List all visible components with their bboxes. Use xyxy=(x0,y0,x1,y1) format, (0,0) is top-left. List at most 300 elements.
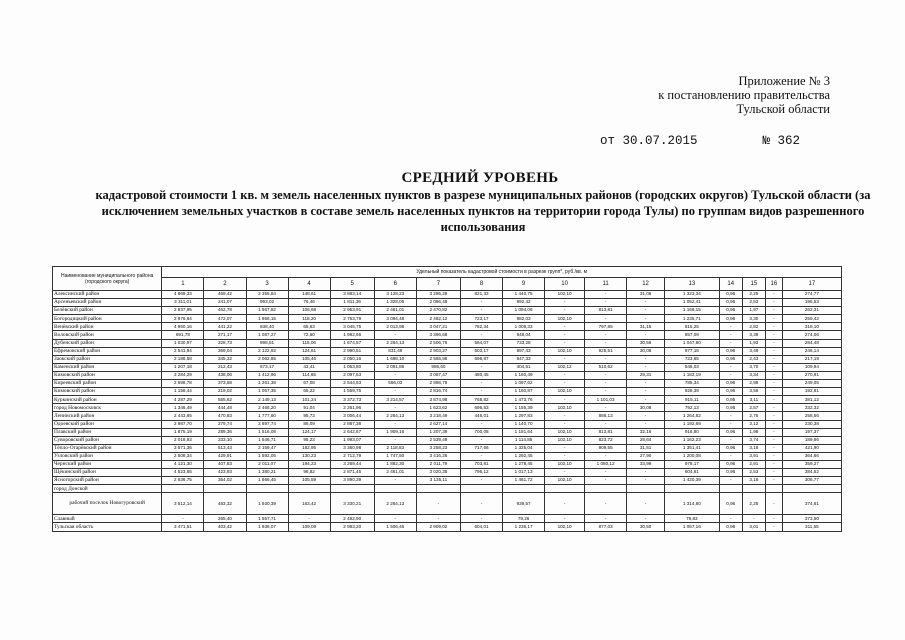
value-cell: 1 992,66 xyxy=(330,331,374,339)
value-cell: 3,11 xyxy=(742,396,765,404)
value-cell: - xyxy=(765,388,782,396)
value-cell: 105,46 xyxy=(288,355,330,363)
value-cell: 3 512,14 xyxy=(162,493,204,515)
table-row xyxy=(53,363,842,371)
value-cell: 673,17 xyxy=(246,363,288,371)
value-cell: 1 047,80 xyxy=(665,339,720,347)
appendix-line-3: Тульской области xyxy=(736,102,830,116)
value-cell: 717,66 xyxy=(461,444,503,452)
value-cell: 0,96 xyxy=(719,493,742,515)
value-cell: 4 523,65 xyxy=(162,469,204,477)
value-cell: - xyxy=(545,323,585,331)
value-cell: 1,93 xyxy=(742,339,765,347)
value-cell: 2,98 xyxy=(742,380,765,388)
value-cell: 1,98 xyxy=(742,428,765,436)
value-cell: 1 956,15 xyxy=(246,315,288,323)
value-cell: 2 264,13 xyxy=(374,412,416,420)
cadastral-table-wrapper xyxy=(52,266,842,532)
value-cell: 3 094,48 xyxy=(374,315,416,323)
table-row xyxy=(53,291,842,299)
value-cell: 1 168,15 xyxy=(665,307,720,315)
value-cell xyxy=(330,485,374,493)
value-cell: 3 360,98 xyxy=(330,444,374,452)
value-cell: 1 160,49 xyxy=(503,371,545,379)
value-cell: 3,74 xyxy=(742,436,765,444)
value-cell: - xyxy=(288,515,330,523)
value-cell xyxy=(545,485,585,493)
value-cell: 4 869,33 xyxy=(162,291,204,299)
value-cell: 3,18 xyxy=(742,444,765,452)
value-cell: 797,85 xyxy=(585,323,627,331)
value-cell: 258,56 xyxy=(782,412,841,420)
value-cell: 1 882,30 xyxy=(374,460,416,468)
value-cell: 1 380,21 xyxy=(246,469,288,477)
value-cell: 909,55 xyxy=(585,444,627,452)
value-cell: 1 080,12 xyxy=(585,460,627,468)
value-cell: 3 284,29 xyxy=(162,371,204,379)
value-cell: 2 013,98 xyxy=(374,323,416,331)
column-header-16: 16 xyxy=(765,278,782,291)
value-cell: 0,96 xyxy=(719,404,742,412)
value-cell: 2 712,79 xyxy=(330,452,374,460)
value-cell: 1 160,87 xyxy=(503,388,545,396)
value-cell: - xyxy=(585,388,627,396)
value-cell: 2 541,94 xyxy=(162,347,204,355)
value-cell: 43,41 xyxy=(288,363,330,371)
value-cell: 1 094,06 xyxy=(503,307,545,315)
value-cell: 1 440,75 xyxy=(503,291,545,299)
value-cell: 197,37 xyxy=(782,428,841,436)
table-row xyxy=(53,307,842,315)
value-cell: 196,53 xyxy=(782,299,841,307)
value-cell: 67,08 xyxy=(288,380,330,388)
value-cell: 723,65 xyxy=(665,355,720,363)
value-cell: - xyxy=(545,452,585,460)
value-cell: 98,82 xyxy=(288,469,330,477)
value-cell: 3,56 xyxy=(742,388,765,396)
value-cell: - xyxy=(765,404,782,412)
date-prefix: от xyxy=(600,134,616,148)
value-cell: 1 114,85 xyxy=(503,436,545,444)
value-cell: 1 292,45 xyxy=(503,452,545,460)
value-cell xyxy=(374,485,416,493)
value-cell: - xyxy=(545,371,585,379)
value-cell: 1 559,75 xyxy=(330,388,374,396)
value-cell: - xyxy=(765,331,782,339)
district-name: Воловский район xyxy=(53,331,162,339)
value-cell: 359,27 xyxy=(782,460,841,468)
value-cell: 271,17 xyxy=(204,331,246,339)
value-cell: 3 087,47 xyxy=(416,371,460,379)
value-cell: 241,07 xyxy=(204,299,246,307)
value-cell: - xyxy=(585,404,627,412)
column-header-15: 15 xyxy=(742,278,765,291)
district-name: Киреевский район xyxy=(53,380,162,388)
value-cell: 30,50 xyxy=(627,523,665,531)
value-cell: 915,11 xyxy=(665,396,720,404)
value-cell: 101,24 xyxy=(288,396,330,404)
value-cell: 2 983,20 xyxy=(330,523,374,531)
cadastral-table xyxy=(52,266,842,532)
value-cell: - xyxy=(416,515,460,523)
value-cell: 109,09 xyxy=(288,523,330,531)
value-cell: 1 420,39 xyxy=(665,477,720,485)
value-cell: 1 236,17 xyxy=(503,523,545,531)
value-cell: 2,25 xyxy=(742,493,765,515)
column-header-12: 12 xyxy=(627,278,665,291)
district-name: Заокский район xyxy=(53,355,162,363)
value-cell: - xyxy=(765,428,782,436)
value-cell: 823,72 xyxy=(585,436,627,444)
value-cell: 1 087,27 xyxy=(246,331,288,339)
district-name: Славный xyxy=(53,515,162,523)
value-cell: - xyxy=(765,436,782,444)
value-cell: - xyxy=(374,331,416,339)
value-cell: 1 057,16 xyxy=(665,523,720,531)
value-cell: 102,10 xyxy=(545,477,585,485)
table-row xyxy=(53,452,842,460)
value-cell: 148,61 xyxy=(288,291,330,299)
value-cell: 163,42 xyxy=(288,493,330,515)
value-cell: - xyxy=(585,420,627,428)
value-cell: - xyxy=(765,412,782,420)
appendix-line-1: Приложение № 3 xyxy=(738,74,830,88)
value-cell: 403,42 xyxy=(204,523,246,531)
value-cell: 79,83 xyxy=(665,515,720,523)
value-cell: 270,91 xyxy=(782,371,841,379)
value-cell: 230,38 xyxy=(782,420,841,428)
value-cell: 1 097,62 xyxy=(503,380,545,388)
column-header-14: 14 xyxy=(719,278,742,291)
table-row xyxy=(53,323,842,331)
value-cell: - xyxy=(162,515,204,523)
value-cell: 3,12 xyxy=(742,420,765,428)
value-cell xyxy=(585,485,627,493)
value-cell: 95,73 xyxy=(288,412,330,420)
value-cell: - xyxy=(765,315,782,323)
value-cell: - xyxy=(627,396,665,404)
value-cell: 831,49 xyxy=(374,347,416,355)
district-name: Щёкинский район xyxy=(53,469,162,477)
value-cell: 696,53 xyxy=(461,404,503,412)
value-cell: 2 816,74 xyxy=(416,388,460,396)
value-cell: 1 192,69 xyxy=(665,420,720,428)
value-cell: 998,51 xyxy=(246,339,288,347)
column-header-2: 2 xyxy=(204,278,246,291)
value-cell: - xyxy=(765,323,782,331)
value-cell: - xyxy=(461,299,503,307)
value-cell: - xyxy=(719,339,742,347)
district-name: Ясногорский район xyxy=(53,477,162,485)
value-cell: 4 121,30 xyxy=(162,460,204,468)
value-cell: 782,34 xyxy=(461,323,503,331)
value-cell: 3 883,14 xyxy=(330,291,374,299)
value-cell: 2 837,95 xyxy=(162,307,204,315)
table-row xyxy=(53,339,842,347)
value-cell: 947,33 xyxy=(503,355,545,363)
value-cell: 2 753,79 xyxy=(330,315,374,323)
value-cell: 604,01 xyxy=(461,523,503,531)
value-cell: 768,82 xyxy=(461,396,503,404)
value-cell: 102,10 xyxy=(545,436,585,444)
value-cell: - xyxy=(765,291,782,299)
value-cell: 2 976,64 xyxy=(162,315,204,323)
value-cell: 3 571,36 xyxy=(162,444,204,452)
value-cell: - xyxy=(585,331,627,339)
value-cell: 3,70 xyxy=(742,363,765,371)
value-cell: 2,57 xyxy=(742,404,765,412)
value-cell: 318,10 xyxy=(782,323,841,331)
value-cell: 328,73 xyxy=(204,339,246,347)
value-cell: 510,62 xyxy=(585,363,627,371)
value-cell: 219,02 xyxy=(204,388,246,396)
value-cell: - xyxy=(765,523,782,531)
table-row xyxy=(53,444,842,452)
value-cell: 1 057,35 xyxy=(246,388,288,396)
value-cell: 3,01 xyxy=(742,523,765,531)
table-row xyxy=(53,460,842,468)
value-cell: 3 258,23 xyxy=(416,444,460,452)
table-row xyxy=(53,355,842,363)
value-cell: 130,23 xyxy=(288,452,330,460)
value-cell: 332,32 xyxy=(782,404,841,412)
value-cell: 3 135,11 xyxy=(416,477,460,485)
value-cell: 279,74 xyxy=(204,420,246,428)
value-cell: 1 328,05 xyxy=(374,299,416,307)
table-row xyxy=(53,515,842,523)
value-cell: 546,03 xyxy=(665,363,720,371)
value-cell: - xyxy=(719,412,742,420)
value-cell: 2 897,74 xyxy=(246,420,288,428)
value-cell: 2 642,67 xyxy=(330,428,374,436)
value-cell: - xyxy=(765,396,782,404)
column-header-3: 3 xyxy=(246,278,288,291)
value-cell: 106,68 xyxy=(288,307,330,315)
table-row xyxy=(53,371,842,379)
value-cell: 265,40 xyxy=(204,515,246,523)
value-cell: 115,06 xyxy=(288,339,330,347)
value-cell: 345,32 xyxy=(204,355,246,363)
value-cell: - xyxy=(374,477,416,485)
value-cell: - xyxy=(627,412,665,420)
district-name: Богородицкий район xyxy=(53,315,162,323)
value-cell: 0,95 xyxy=(719,396,742,404)
value-cell: 1 325,04 xyxy=(503,444,545,452)
value-cell xyxy=(461,485,503,493)
value-cell: 72,60 xyxy=(288,331,330,339)
value-cell: 2 264,13 xyxy=(374,339,416,347)
value-cell xyxy=(627,485,665,493)
value-cell: 2 508,34 xyxy=(162,452,204,460)
value-cell: 993,02 xyxy=(246,299,288,307)
column-header-7: 7 xyxy=(416,278,460,291)
value-cell: 79,26 xyxy=(503,515,545,523)
value-cell: 857,09 xyxy=(665,331,720,339)
value-cell: 374,61 xyxy=(782,493,841,515)
value-cell: 1 567,82 xyxy=(246,307,288,315)
value-cell: 604,61 xyxy=(665,469,720,477)
district-name: Тёпло-Огарёвский район xyxy=(53,444,162,452)
value-cell: 2 903,27 xyxy=(416,347,460,355)
value-cell: 2,53 xyxy=(742,469,765,477)
value-cell: 3,91 xyxy=(742,452,765,460)
value-cell: 2 264,13 xyxy=(374,493,416,515)
value-cell: 2 097,53 xyxy=(330,371,374,379)
value-cell: 2 953,91 xyxy=(330,307,374,315)
value-cell: - xyxy=(585,291,627,299)
value-cell: 1 017,13 xyxy=(503,469,545,477)
value-cell: 1 506,46 xyxy=(374,523,416,531)
value-cell: 3 330,21 xyxy=(330,493,374,515)
table-row xyxy=(53,436,842,444)
value-cell: 723,17 xyxy=(461,315,503,323)
value-cell: - xyxy=(374,404,416,412)
value-cell: 384,52 xyxy=(782,469,841,477)
value-cell: - xyxy=(627,388,665,396)
value-cell: - xyxy=(627,515,665,523)
value-cell: 192,61 xyxy=(782,388,841,396)
value-cell: - xyxy=(627,420,665,428)
value-cell: 31,15 xyxy=(627,323,665,331)
value-cell: - xyxy=(545,412,585,420)
value-cell: 0,96 xyxy=(719,299,742,307)
value-cell: 796,12 xyxy=(461,469,503,477)
value-cell: - xyxy=(545,355,585,363)
value-cell: 1 323,34 xyxy=(665,291,720,299)
value-cell: - xyxy=(585,371,627,379)
value-cell: 3 372,73 xyxy=(330,396,374,404)
value-cell: 114,65 xyxy=(288,371,330,379)
value-cell: 102,10 xyxy=(545,315,585,323)
value-cell: 2 636,75 xyxy=(162,477,204,485)
value-cell: 928,39 xyxy=(665,388,720,396)
value-cell: 1 747,50 xyxy=(374,452,416,460)
value-cell: - xyxy=(627,380,665,388)
value-cell: - xyxy=(765,420,782,428)
value-cell: - xyxy=(585,515,627,523)
value-cell: - xyxy=(461,363,503,371)
value-cell: - xyxy=(545,420,585,428)
value-cell: 0,96 xyxy=(719,444,742,452)
column-header-4: 4 xyxy=(288,278,330,291)
value-cell: 1 666,45 xyxy=(246,477,288,485)
value-cell: - xyxy=(461,420,503,428)
value-cell: 4 950,16 xyxy=(162,323,204,331)
district-name: Белёвский район xyxy=(53,307,162,315)
value-cell: 2 461,01 xyxy=(374,469,416,477)
value-cell: 2 871,45 xyxy=(330,469,374,477)
value-cell: - xyxy=(461,477,503,485)
value-cell: - xyxy=(545,396,585,404)
value-cell: 189,66 xyxy=(782,436,841,444)
value-cell: - xyxy=(545,493,585,515)
district-name: Тульская область xyxy=(53,523,162,531)
value-cell: - xyxy=(765,460,782,468)
value-cell: 1 182,19 xyxy=(665,371,720,379)
value-cell: 1 314,80 xyxy=(665,493,720,515)
value-cell: - xyxy=(719,363,742,371)
value-cell: - xyxy=(545,515,585,523)
table-row xyxy=(53,396,842,404)
value-cell: 381,12 xyxy=(782,396,841,404)
value-cell: 1 200,08 xyxy=(665,452,720,460)
value-cell: - xyxy=(627,331,665,339)
value-cell: 1 053,80 xyxy=(330,363,374,371)
value-cell: 2 050,16 xyxy=(330,355,374,363)
value-cell: - xyxy=(765,452,782,460)
value-cell: - xyxy=(374,515,416,523)
value-cell: 0,96 xyxy=(719,307,742,315)
value-cell: 1 207,18 xyxy=(162,363,204,371)
value-cell: 421,90 xyxy=(782,444,841,452)
value-cell: 354,02 xyxy=(204,477,246,485)
value-cell xyxy=(765,485,782,493)
value-cell: - xyxy=(585,493,627,515)
value-cell: 462,78 xyxy=(204,307,246,315)
value-cell: 3 295,28 xyxy=(416,291,460,299)
value-cell: 2 086,48 xyxy=(416,299,460,307)
value-cell: 733,28 xyxy=(503,339,545,347)
value-cell: 95,23 xyxy=(288,436,330,444)
value-cell: 3 311,01 xyxy=(162,299,204,307)
value-cell: - xyxy=(545,444,585,452)
value-cell: 249,05 xyxy=(782,380,841,388)
value-cell: 102,10 xyxy=(545,291,585,299)
value-cell: 182,95 xyxy=(288,444,330,452)
value-cell: 1 052,41 xyxy=(665,299,720,307)
value-cell: 3,49 xyxy=(742,347,765,355)
value-cell: 3 128,23 xyxy=(374,291,416,299)
value-cell: 1 140,70 xyxy=(503,420,545,428)
value-cell: 892,42 xyxy=(503,299,545,307)
value-cell: 2 887,38 xyxy=(330,420,374,428)
value-cell: 3,18 xyxy=(742,477,765,485)
column-header-11: 11 xyxy=(585,278,627,291)
value-cell xyxy=(782,485,841,493)
appendix-line-2: к постановлению правительства xyxy=(658,88,830,102)
value-cell: 217,19 xyxy=(782,355,841,363)
value-cell: 2 482,12 xyxy=(416,315,460,323)
value-cell: 2 506,76 xyxy=(416,339,460,347)
value-cell: 1 162,23 xyxy=(665,436,720,444)
value-cell: 3 020,35 xyxy=(416,469,460,477)
value-cell: 1 264,82 xyxy=(665,412,720,420)
table-row xyxy=(53,420,842,428)
appendix-block xyxy=(560,74,830,116)
value-cell: 102,10 xyxy=(545,404,585,412)
value-cell: 1 101,03 xyxy=(585,396,627,404)
value-cell: - xyxy=(585,355,627,363)
value-cell: 2 018,93 xyxy=(162,436,204,444)
value-cell: 2 188,58 xyxy=(162,355,204,363)
document-subtitle: кадастровой стоимости 1 кв. м земель населенных пунктов в разрезе муниципальных районов (городских округов) Тульской области (за исключением земельных участков в составе земель населенных пунктов на территории города Тулы) по группам видов разрешенного использования xyxy=(95,188,871,234)
table-row xyxy=(53,523,842,531)
value-cell: 2 443,65 xyxy=(162,412,204,420)
value-cell: 1 207,39 xyxy=(416,428,460,436)
value-cell: 423,93 xyxy=(204,469,246,477)
value-cell: 306,77 xyxy=(782,477,841,485)
value-cell: 3 045,75 xyxy=(330,323,374,331)
value-cell: - xyxy=(719,436,742,444)
table-row xyxy=(53,412,842,420)
value-cell: 2 062,85 xyxy=(246,355,288,363)
value-cell: 259,42 xyxy=(782,315,841,323)
value-cell: 1 351,41 xyxy=(665,444,720,452)
value-cell: 2 261,96 xyxy=(330,404,374,412)
value-cell: - xyxy=(627,299,665,307)
value-cell: 2 987,70 xyxy=(162,420,204,428)
value-cell: - xyxy=(719,331,742,339)
